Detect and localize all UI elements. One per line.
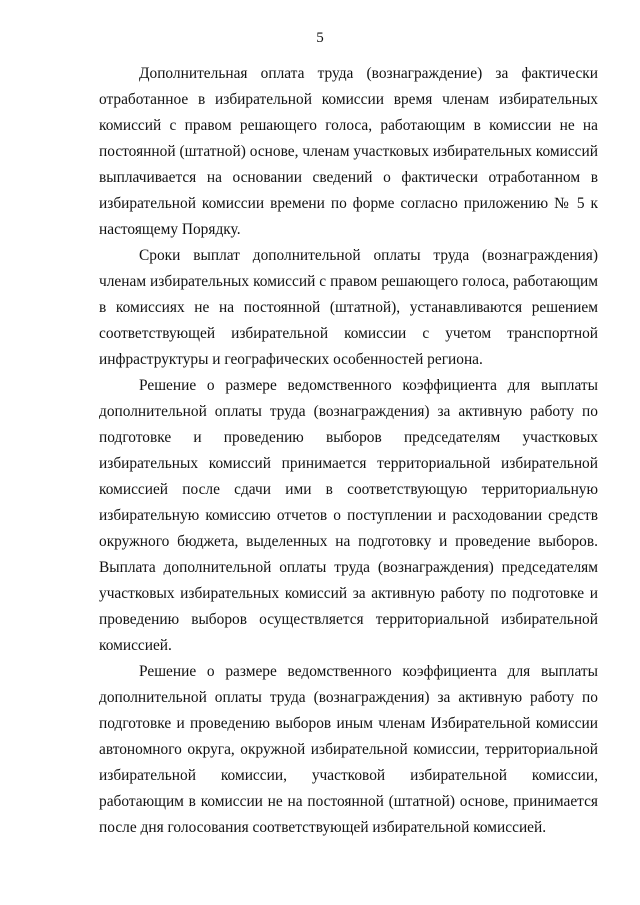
paragraph-coefficient-chairpersons: Решение о размере ведомственного коэффициента для выплаты дополнительной оплаты труда (вознаграждения) за активную работу по подготовке и проведению выборов председателям участковых избирательных комиссий принимается территориальной избирательной комиссией после сдачи ими в соответствующую территориальную избирательную комиссию отчетов о поступлении и расходовании средств окружного бюджета, выделенных на подготовку и проведение выборов. Выплата дополнительной оплаты труда (вознаграждения) председателям участковых избирательных комиссий за активную работу по подготовке и проведению выборов осуществляется территориальной избирательной комиссией. xyxy=(99,377,598,654)
document-body xyxy=(99,61,598,841)
paragraph-additional-pay-basis: Дополнительная оплата труда (вознаграждение) за фактически отработанное в избирательной комиссии время членам избирательных комиссий с правом решающего голоса, работающим в комиссии не на постоянной (штатной) основе, членам участковых избирательных комиссий выплачивается на основании сведений о фактически отработанном в избирательной комиссии времени по форме согласно приложению № 5 к настоящему Порядку. xyxy=(99,65,598,238)
paragraph-payment-terms: Сроки выплат дополнительной оплаты труда (вознаграждения) членам избирательных комиссий с правом решающего голоса, работающим в комиссиях не на постоянной (штатной), устанавливаются решением соответствующей избирательной комиссии с учетом транспортной инфраструктуры и географических особенностей региона. xyxy=(99,247,598,368)
paragraph-coefficient-other-members: Решение о размере ведомственного коэффициента для выплаты дополнительной оплаты труда (вознаграждения) за активную работу по подготовке и проведению выборов иным членам Избирательной комиссии автономного округа, окружной избирательной комиссии, территориальной избирательной комиссии, участковой избирательной комиссии, работающим в комиссии не на постоянной (штатной) основе, принимается после дня голосования соответствующей избирательной комиссией. xyxy=(99,663,598,836)
page-number: 5 xyxy=(316,30,324,46)
